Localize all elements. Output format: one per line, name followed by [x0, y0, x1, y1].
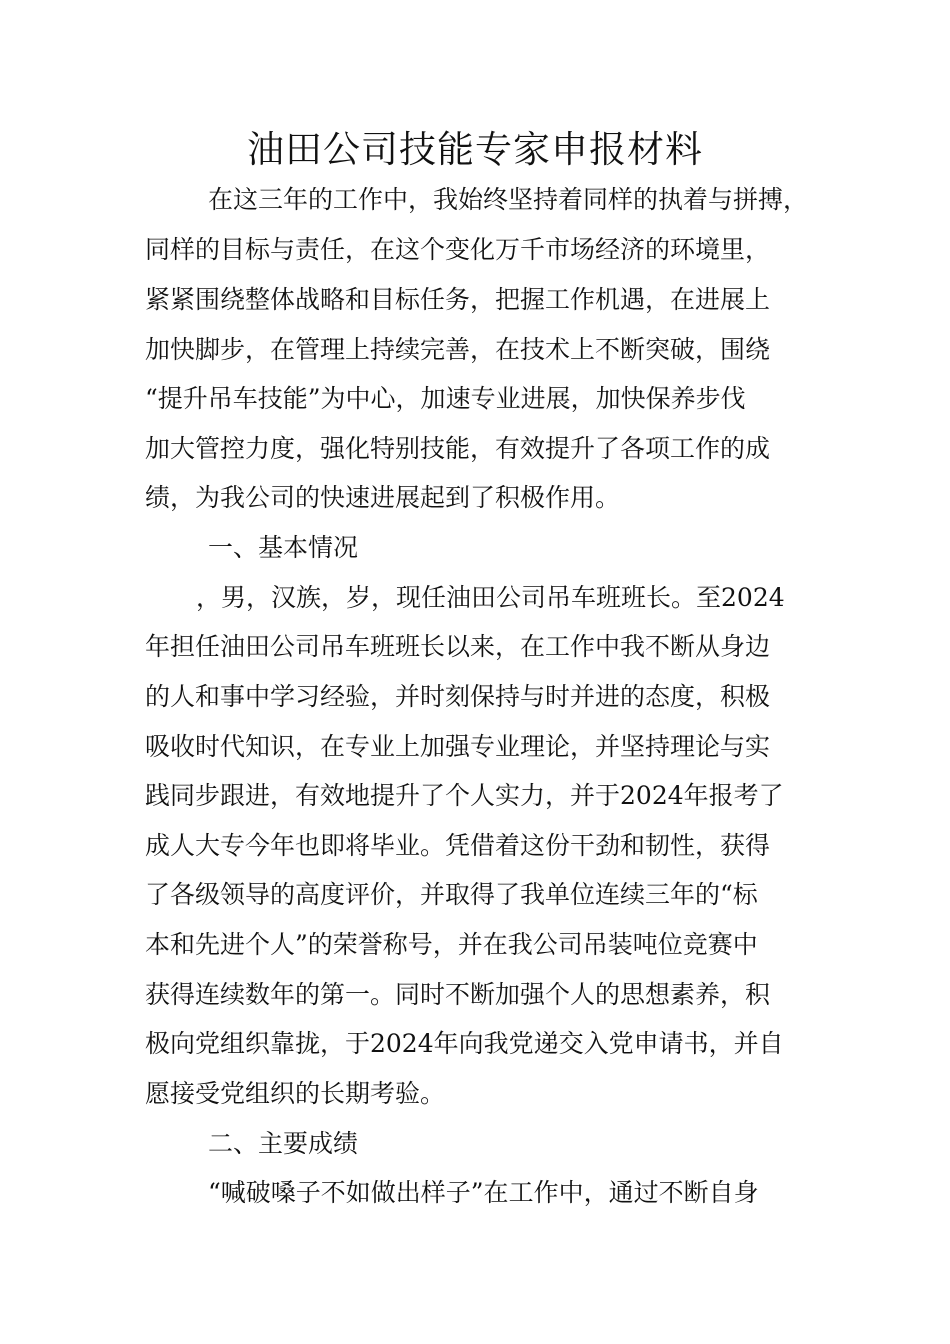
paragraph-line: 获得连续数年的第一。同时不断加强个人的思想素养，积 — [145, 980, 771, 1009]
paragraph-line: 愿接受党组织的长期考验。 — [145, 1079, 446, 1108]
paragraph-line: 绩，为我公司的快速进展起到了积极作用。 — [145, 483, 621, 512]
paragraph-line: 吸收时代知识，在专业上加强专业理论，并坚持理论与实 — [145, 732, 771, 761]
paragraph-line: 紧紧围绕整体战略和目标任务，把握工作机遇，在进展上 — [145, 285, 771, 314]
paragraph-line: 践同步跟进，有效地提升了个人实力，并于2024年报考了 — [145, 781, 784, 810]
paragraph-line: ，男，汉族，岁，现任油田公司吊车班班长。至2024 — [196, 583, 785, 612]
paragraph-line: 极向党组织靠拢，于2024年向我党递交入党申请书，并自 — [145, 1029, 784, 1058]
paragraph-line: 加快脚步，在管理上持续完善，在技术上不断突破，围绕 — [145, 335, 771, 364]
paragraph-line: 同样的目标与责任，在这个变化万千市场经济的环境里， — [145, 235, 771, 264]
paragraph-line: “喊破嗓子不如做出样子”在工作中，通过不断自身 — [208, 1178, 759, 1207]
paragraph-line: 加大管控力度，强化特别技能，有效提升了各项工作的成 — [145, 434, 771, 463]
paragraph-line: 本和先进个人”的荣誉称号，并在我公司吊装吨位竞赛中 — [145, 930, 758, 959]
document-title: 油田公司技能专家申报材料 — [247, 128, 703, 171]
section-heading-main-achievements: 二、主要成绩 — [208, 1129, 359, 1158]
paragraph-line: “提升吊车技能”为中心，加速专业进展，加快保养步伐 — [145, 384, 746, 413]
paragraph-line: 在这三年的工作中，我始终坚持着同样的执着与拼搏， — [208, 185, 809, 214]
section-heading-basic-info: 一、基本情况 — [208, 533, 359, 562]
paragraph-line: 了各级领导的高度评价，并取得了我单位连续三年的“标 — [145, 880, 758, 909]
paragraph-line: 的人和事中学习经验，并时刻保持与时并进的态度，积极 — [145, 682, 771, 711]
paragraph-line: 年担任油田公司吊车班班长以来，在工作中我不断从身边 — [145, 632, 771, 661]
paragraph-line: 成人大专今年也即将毕业。凭借着这份干劲和韧性，获得 — [145, 831, 771, 860]
